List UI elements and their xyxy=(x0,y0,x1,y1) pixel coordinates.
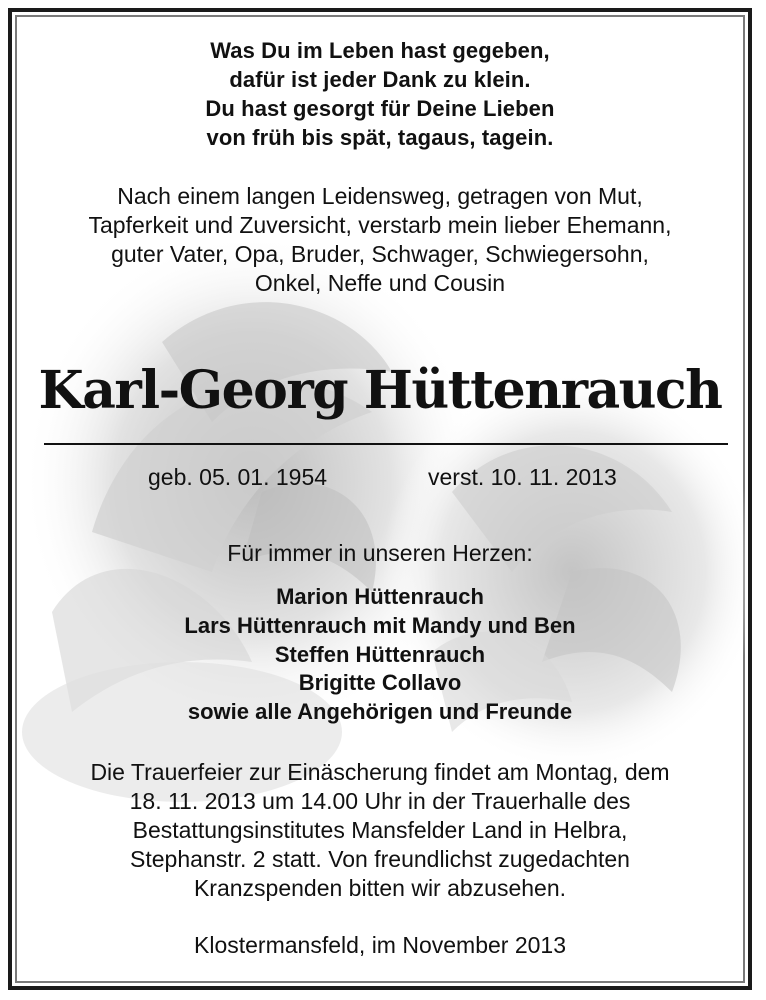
remembrance-line: Für immer in unseren Herzen: xyxy=(227,540,533,566)
funeral-line-5: Kranzspenden bitten wir abzusehen. xyxy=(193,875,567,901)
verse-line-2: dafür ist jeder Dank zu klein. xyxy=(229,67,531,92)
intro-line-2: Tapferkeit und Zuversicht, verstarb mein lieber Ehemann, xyxy=(88,212,672,238)
mourner-1: Marion Hüttenrauch xyxy=(276,584,484,609)
obituary-frame xyxy=(8,8,752,990)
mourner-2: Lars Hüttenrauch mit Mandy und Ben xyxy=(184,613,576,638)
mourner-4: Brigitte Collavo xyxy=(298,670,462,695)
mourner-3: Steffen Hüttenrauch xyxy=(274,642,486,667)
death-date: verst. 10. 11. 2013 xyxy=(428,464,617,490)
place-and-date: Klostermansfeld, im November 2013 xyxy=(194,932,566,958)
funeral-line-1: Die Trauerfeier zur Einäscherung findet am Montag, dem xyxy=(90,759,670,785)
verse-line-1: Was Du im Leben hast gegeben, xyxy=(210,38,550,63)
verse-line-3: Du hast gesorgt für Deine Lieben xyxy=(205,96,555,121)
obituary-content xyxy=(12,12,748,986)
funeral-line-2: 18. 11. 2013 um 14.00 Uhr in der Trauerhalle des xyxy=(129,788,631,814)
deceased-name: Karl-Georg Hüttenrauch xyxy=(38,360,722,421)
funeral-line-4: Stephanstr. 2 statt. Von freundlichst zugedachten xyxy=(130,846,630,872)
birth-date: geb. 05. 01. 1954 xyxy=(148,464,328,490)
intro-line-1: Nach einem langen Leidensweg, getragen von Mut, xyxy=(117,183,643,209)
mourner-5: sowie alle Angehörigen und Freunde xyxy=(187,699,573,724)
funeral-line-3: Bestattungsinstitutes Mansfelder Land in Helbra, xyxy=(132,817,628,843)
intro-line-4: Onkel, Neffe und Cousin xyxy=(254,270,506,296)
name-divider xyxy=(44,443,728,445)
intro-line-3: guter Vater, Opa, Bruder, Schwager, Schwiegersohn, xyxy=(111,241,649,267)
verse-line-4: von früh bis spät, tagaus, tagein. xyxy=(206,125,554,150)
